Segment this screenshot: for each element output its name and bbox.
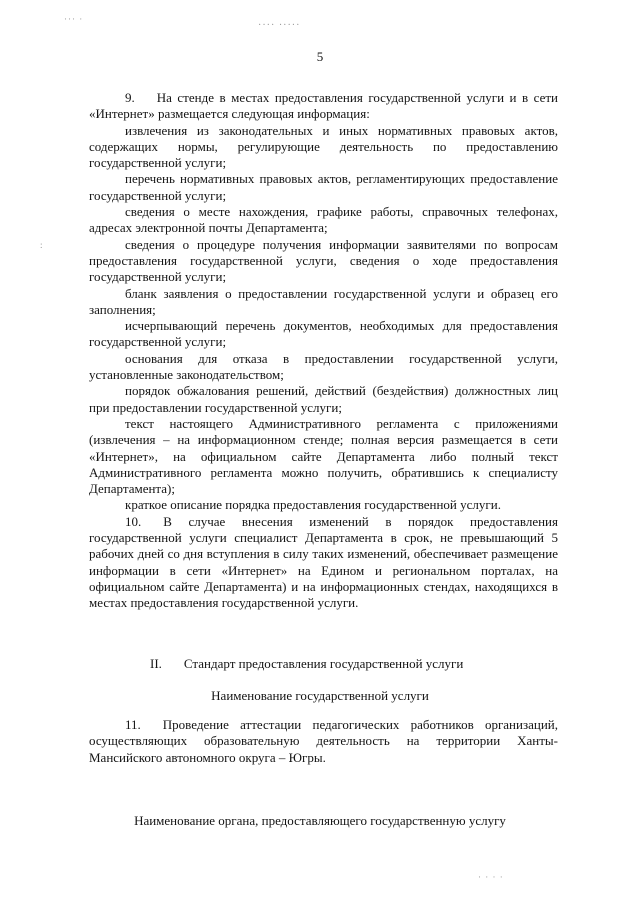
scan-artifact: : xyxy=(40,240,44,250)
list-item: извлечения из законодательных и иных нормативных правовых актов, содержащих нормы, регулирующие деятельность по предоставлению государственной услуги; xyxy=(89,122,558,171)
subheading-service-name: Наименование государственной услуги xyxy=(211,688,429,703)
scan-artifact: · · · · xyxy=(478,872,504,882)
page-number: 5 xyxy=(316,49,324,64)
paragraph-text: В случае внесения изменений в порядок предоставления государственной услуги специалист Департамента в срок, не превышающий 5 рабочих дней со дня вступления в силу таких изменений, обеспечивает размещение информации в сети «Интернет» на Едином и региональном порталах, на официальном сайте Департамента) и на информационных стендах, находящихся в местах предоставления государственной услуги. xyxy=(89,513,558,611)
scan-artifact: ··· · xyxy=(64,14,84,24)
paragraph-text: На стенде в местах предоставления государственной услуги и в сети «Интернет» размещается следующая информация: xyxy=(89,90,558,122)
list-item: текст настоящего Административного регламента с приложениями (извлечения – на информационном стенде; полная версия размещается в сети «Интернет», на официальном сайте Департамента либо полный текст Административного регламента можно получить, обратившись к специалисту Департамента); xyxy=(89,415,558,497)
list-item: порядок обжалования решений, действий (бездействия) должностных лиц при предоставлении государственной услуги; xyxy=(89,383,558,415)
paragraph-text: Проведение аттестации педагогических работников организаций, осуществляющих образовательную деятельность на территории Ханты-Мансийского автономного округа – Югры. xyxy=(89,717,558,765)
list-item: основания для отказа в предоставлении государственной услуги, установленные законодательством; xyxy=(89,350,558,383)
list-item: сведения о месте нахождения, графике работы, справочных телефонах, адресах электронной почты Департамента; xyxy=(89,204,558,236)
paragraph-10 xyxy=(89,514,558,612)
list-item: исчерпывающий перечень документов, необходимых для предоставления государственной услуги; xyxy=(89,318,558,350)
document-body xyxy=(89,90,558,612)
paragraph-9 xyxy=(89,90,558,123)
list-item: сведения о процедуре получения информации заявителями по вопросам предоставления государственной услуги, сведения о ходе предоставления государственной услуги; xyxy=(89,236,558,285)
paragraph-number: 11. xyxy=(125,717,141,732)
section-title: Стандарт предоставления государственной услуги xyxy=(183,656,464,671)
list-item: краткое описание порядка предоставления государственной услуги. xyxy=(125,497,501,513)
list-item: бланк заявления о предоставлении государственной услуги и образец его заполнения; xyxy=(89,285,558,317)
scan-artifact: ···· ····· xyxy=(258,20,301,31)
paragraph-number: 9. xyxy=(125,90,135,105)
paragraph-11 xyxy=(89,717,558,766)
paragraph-number: 10. xyxy=(125,513,142,529)
list-item: перечень нормативных правовых актов, регламентирующих предоставление государственной услуги; xyxy=(89,171,558,203)
section-heading xyxy=(150,656,463,672)
section-number: II. xyxy=(150,656,162,671)
subheading-authority: Наименование органа, предоставляющего государственную услугу xyxy=(134,813,506,828)
